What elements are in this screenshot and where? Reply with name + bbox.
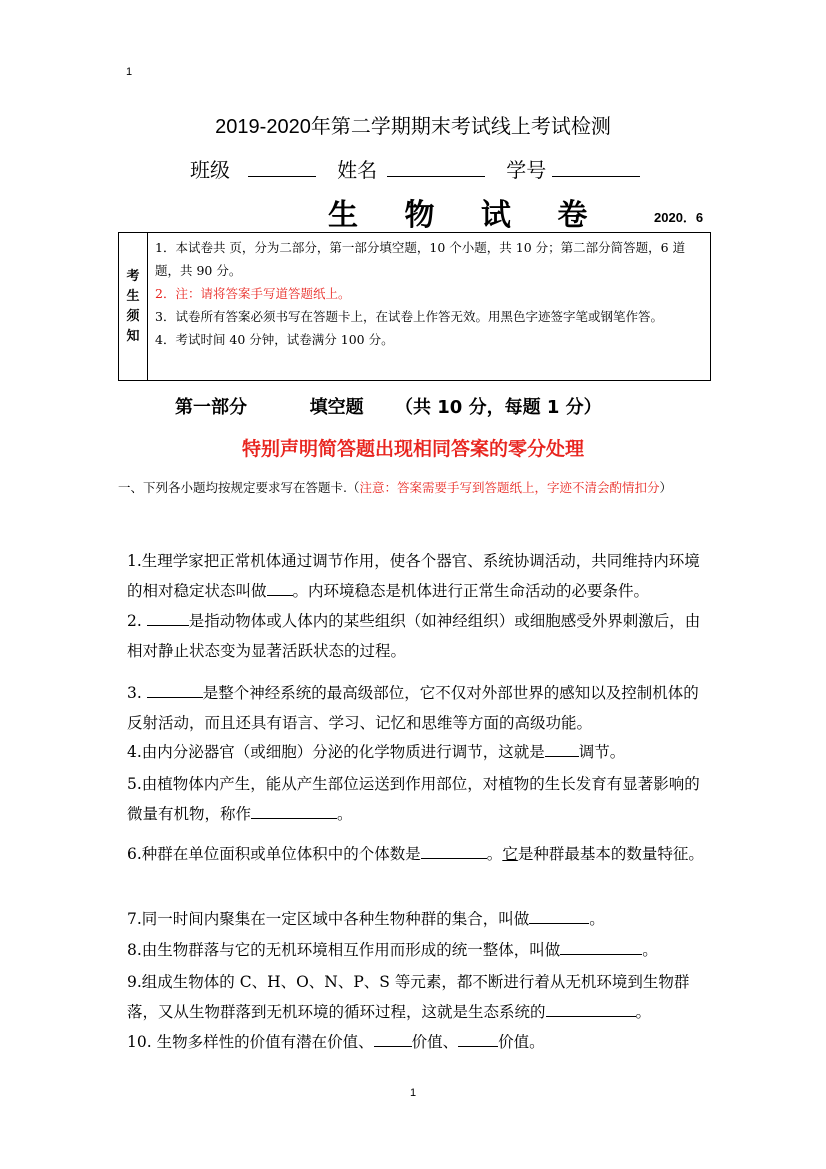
- question-7: [127, 904, 712, 934]
- question-1: [127, 546, 712, 606]
- page-number: 1: [409, 1087, 417, 1099]
- answer-blank[interactable]: [374, 1029, 412, 1047]
- answer-blank[interactable]: [545, 739, 579, 757]
- notice-item-2: 2．注：请将答案手写道答题纸上。: [155, 286, 351, 301]
- question-text: 9.组成生物体的 C、H、O、N、P、S 等元素，都不断进行着从无机环境到生物群落，又从生物群落到无机环境的循环过程，这就是生态系统的: [127, 973, 690, 1021]
- answer-blank[interactable]: [421, 841, 487, 859]
- notice-item-1: 1．本试卷共 页，分为二部分，第一部分填空题，10 个小题，共 10 分；第二部分简答题，6 道题，共 90 分。: [155, 240, 686, 278]
- question-text: 是整个神经系统的最高级部位，它不仅对外部世界的感知以及控制机体的反射活动，而且还具有语言、学习、记忆和思维等方面的高级功能。: [127, 684, 699, 732]
- instructions-warning: 注意：答案需要手写到答题纸上，字迹不清会酌情扣分: [359, 480, 660, 495]
- name-blank[interactable]: [387, 158, 485, 177]
- question-text: 。: [486, 845, 503, 863]
- notice-item-3: 3．试卷所有答案必须书写在答题卡上，在试卷上作答无效。用黑色字迹签字笔或钢笔作答。: [155, 309, 663, 324]
- question-4: [127, 737, 712, 767]
- question-10: [127, 1027, 712, 1057]
- section-instructions: [118, 468, 710, 508]
- question-text: 2.: [127, 612, 147, 630]
- answer-blank[interactable]: [251, 801, 337, 819]
- answer-blank[interactable]: [267, 578, 293, 596]
- question-text: 10. 生物多样性的价值有潜在价值、: [127, 1033, 374, 1051]
- question-text: 8.由生物群落与它的无机环境相互作用而形成的统一整体，叫做: [127, 941, 561, 959]
- question-text: 3.: [127, 684, 147, 702]
- notice-label-char: 考: [126, 268, 140, 284]
- exam-title: 2019-2020年第二学期期末考试线上考试检测: [215, 116, 611, 138]
- question-9: [127, 967, 712, 1027]
- special-notice: 特别声明简答题出现相同答案的零分处理: [241, 438, 584, 460]
- part-one-title: 第一部分 填空题 （共 10 分，每题 1 分）: [175, 397, 602, 418]
- answer-blank[interactable]: [560, 937, 642, 955]
- question-text: 。内环境稳态是机体进行正常生命活动的必要条件。: [292, 582, 650, 600]
- answer-blank[interactable]: [458, 1029, 498, 1047]
- question-text: 。: [589, 910, 605, 928]
- notice-label-char: 知: [126, 328, 140, 344]
- id-label: 学号: [506, 160, 547, 182]
- question-2: [127, 606, 712, 666]
- question-text: 。: [635, 1003, 652, 1021]
- question-text: 6.种群在单位面积或单位体积中的个体数是: [127, 845, 421, 863]
- question-text: 1.生理学家把正常机体通过调节作用，使各个器官、系统协调活动，共同维持内环境的相对稳定状态叫做: [127, 552, 700, 600]
- question-text: 4.由内分泌器官（或细胞）分泌的化学物质进行调节，这就是: [127, 743, 545, 761]
- subject-title: 生 物 试 卷: [328, 198, 606, 233]
- notice-table: [118, 232, 711, 381]
- question-text: 是种群最基本的数量特征。: [517, 845, 704, 863]
- question-text: 价值、: [411, 1033, 459, 1051]
- exam-date: 2020．6: [654, 210, 704, 225]
- question-text: 调节。: [578, 743, 626, 761]
- question-text: 7.同一时间内聚集在一定区域中各种生物种群的集合，叫做: [127, 910, 530, 928]
- instructions-suffix: ）: [659, 480, 673, 495]
- question-text: 是指动物体或人体内的某些组织（如神经组织）或细胞感受外界刺激后，由相对静止状态变为显著活跃状态的过程。: [127, 612, 701, 660]
- question-6: [127, 839, 712, 869]
- answer-blank[interactable]: [529, 906, 589, 924]
- class-blank[interactable]: [248, 158, 316, 177]
- answer-blank[interactable]: [147, 680, 203, 698]
- question-text: 5.由植物体内产生，能从产生部位运送到作用部位，对植物的生长发育有显著影响的微量有机物，称作: [127, 775, 700, 823]
- answer-blank[interactable]: [147, 608, 189, 626]
- answer-blank[interactable]: [546, 999, 636, 1017]
- class-label: 班级: [190, 160, 230, 182]
- question-8: [127, 935, 712, 965]
- notice-label: [119, 233, 148, 380]
- notice-label-char: 须: [126, 308, 140, 324]
- student-info-row: [190, 154, 644, 183]
- notice-item-4: 4．考试时间 40 分钟，试卷满分 100 分。: [155, 332, 394, 347]
- question-text: 。: [642, 941, 658, 959]
- question-text: 价值。: [498, 1033, 545, 1051]
- question-3: [127, 678, 712, 738]
- instructions-prefix: 一、下列各小题均按规定要求写在答题卡.（: [118, 480, 360, 495]
- question-5: [127, 769, 712, 829]
- name-label: 姓名: [337, 160, 378, 182]
- id-blank[interactable]: [552, 158, 640, 177]
- question-text: 。: [337, 805, 353, 823]
- notice-body: [155, 236, 707, 351]
- notice-label-char: 生: [126, 288, 140, 304]
- question-text: 它: [502, 845, 518, 863]
- corner-page-number: 1: [126, 66, 133, 78]
